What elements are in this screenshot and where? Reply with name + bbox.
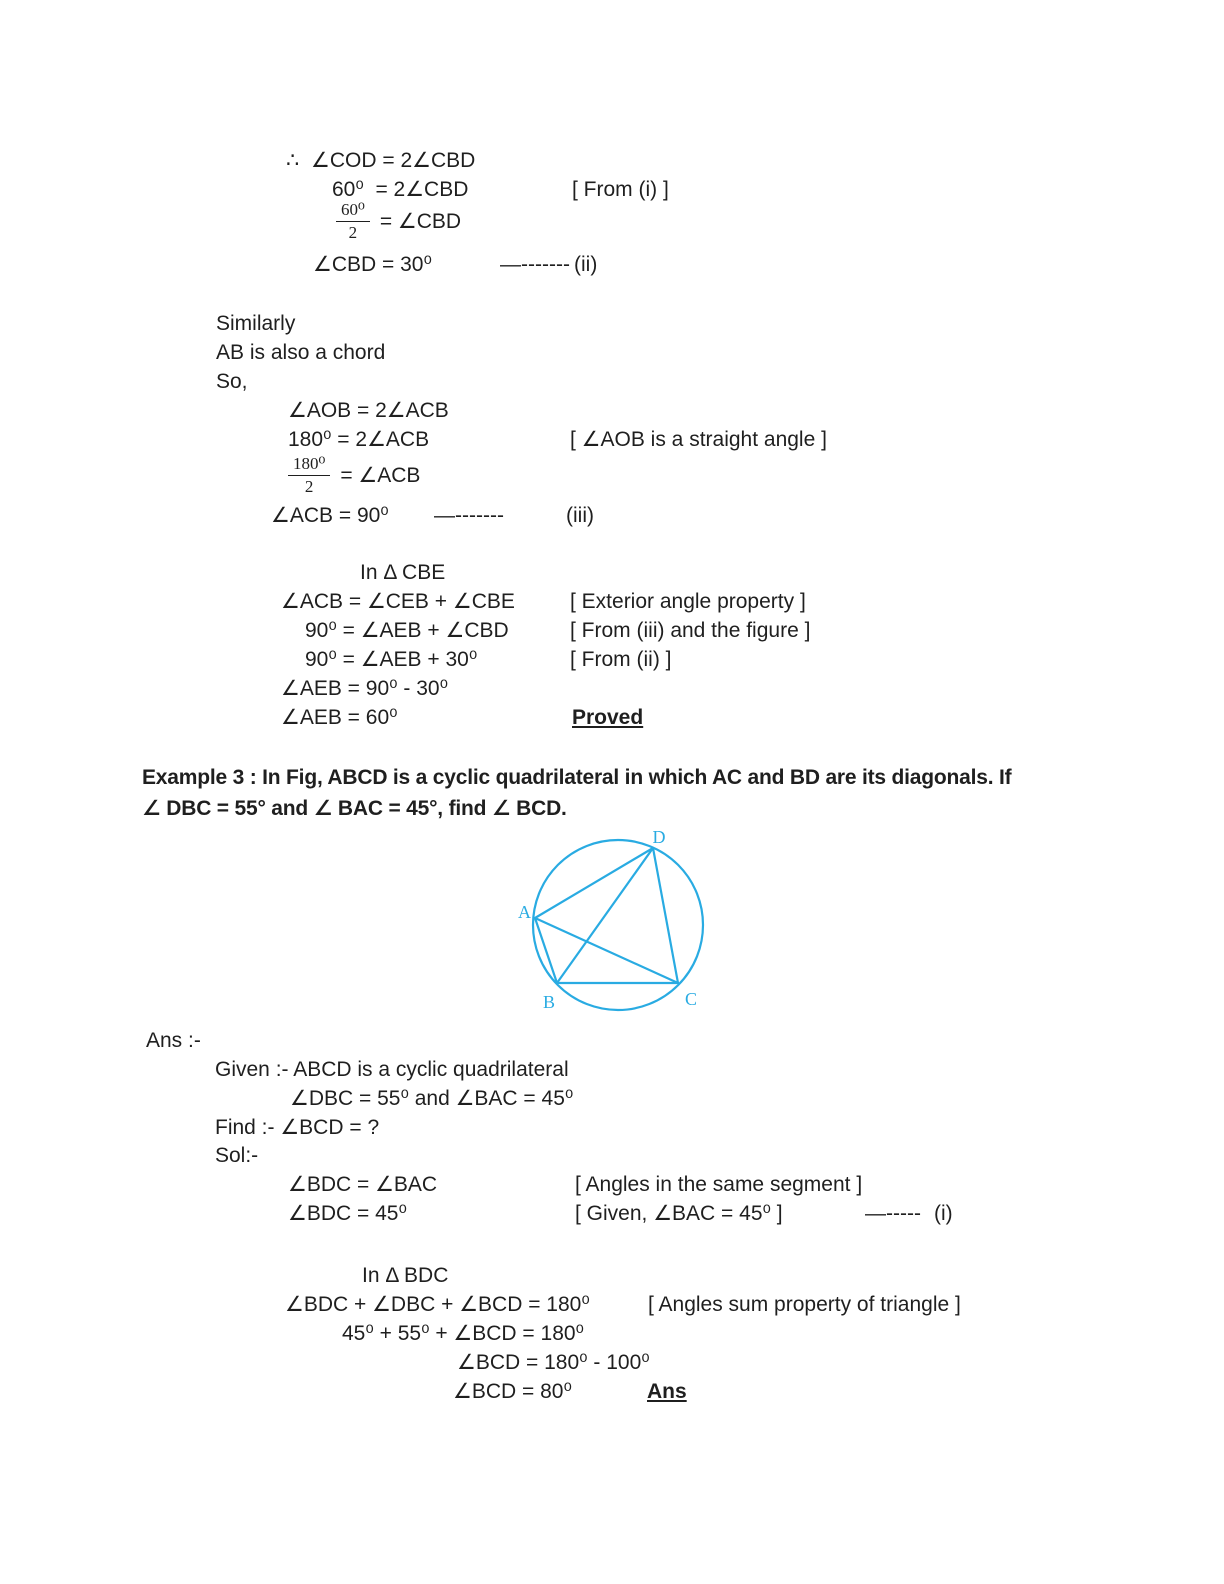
figure-svg — [485, 815, 755, 1025]
cod-fraction-line — [336, 200, 461, 243]
sol-line6: ∠BCD = 80⁰ — [453, 1380, 572, 1403]
aob-fraction — [288, 454, 330, 497]
aob-line4-dashes: —------- — [434, 504, 504, 527]
fraction-denominator: 2 — [348, 223, 358, 242]
diagonal-bd — [557, 848, 653, 983]
aob-line4: ∠ACB = 90⁰ — [271, 504, 389, 527]
cod-line4-dashes: —------- — [500, 253, 570, 276]
cod-fraction-result: = ∠CBD — [379, 210, 462, 233]
bdc-heading: In Δ BDC — [362, 1264, 449, 1287]
similarly-text: Similarly — [216, 312, 296, 335]
cbe-line1-comment: [ Exterior angle property ] — [570, 590, 806, 613]
cod-line2: 60⁰ = 2∠CBD — [332, 178, 469, 201]
chord-text: AB is also a chord — [216, 341, 386, 364]
example3-heading-line1: Example 3 : In Fig, ABCD is a cyclic quadrilateral in which AC and BD are its diagonals. If — [142, 766, 1012, 789]
quadrilateral-abcd — [535, 848, 678, 983]
sol-line2-comment: [ Given, ∠BAC = 45⁰ ] — [575, 1202, 783, 1225]
aob-line1: ∠AOB = 2∠ACB — [288, 399, 449, 422]
cbe-heading: In Δ CBE — [360, 561, 446, 584]
vertex-label-a: A — [518, 902, 531, 922]
circle — [533, 840, 703, 1010]
sol-line2: ∠BDC = 45⁰ — [288, 1202, 407, 1225]
vertex-label-c: C — [684, 989, 698, 1009]
vertex-label-b: B — [542, 992, 556, 1012]
sol-line1: ∠BDC = ∠BAC — [288, 1173, 438, 1196]
sol-label: Sol:- — [215, 1144, 259, 1167]
cod-fraction — [336, 200, 370, 243]
cyclic-quadrilateral-figure — [485, 815, 755, 1030]
sol-line3-comment: [ Angles sum property of triangle ] — [648, 1293, 961, 1316]
cbe-line1: ∠ACB = ∠CEB + ∠CBE — [281, 590, 515, 613]
proved-label: Proved — [572, 706, 644, 729]
fraction-denominator: 2 — [304, 477, 314, 496]
given-angles-line: ∠DBC = 55⁰ and ∠BAC = 45⁰ — [290, 1087, 574, 1110]
example3-heading-line2: ∠ DBC = 55° and ∠ BAC = 45°, find ∠ BCD. — [142, 797, 567, 820]
aob-fraction-line — [288, 454, 420, 497]
fraction-numerator: 180⁰ — [288, 454, 330, 476]
so-text: So, — [216, 370, 248, 393]
cbe-line4: ∠AEB = 90⁰ - 30⁰ — [281, 677, 448, 700]
cod-line4-ref: (ii) — [574, 253, 598, 276]
cod-line4: ∠CBD = 30⁰ — [313, 253, 432, 276]
sol-line2-ref: (i) — [934, 1202, 953, 1225]
aob-line2-comment: [ ∠AOB is a straight angle ] — [570, 428, 827, 451]
cod-line1: ∴ ∠COD = 2∠CBD — [286, 149, 476, 172]
cbe-line3: 90⁰ = ∠AEB + 30⁰ — [305, 648, 478, 671]
vertex-label-d: D — [652, 827, 666, 847]
fraction-numerator: 60⁰ — [336, 200, 370, 222]
aob-fraction-result: = ∠ACB — [340, 464, 421, 487]
sol-line5: ∠BCD = 180⁰ - 100⁰ — [457, 1351, 650, 1374]
aob-line4-ref: (iii) — [566, 504, 594, 527]
cbe-line3-comment: [ From (ii) ] — [570, 648, 672, 671]
cbe-line2-comment: [ From (iii) and the figure ] — [570, 619, 811, 642]
sol-line2-dashes: —----- — [865, 1202, 921, 1225]
aob-line2: 180⁰ = 2∠ACB — [288, 428, 430, 451]
final-ans-label: Ans — [647, 1380, 687, 1403]
sol-line1-comment: [ Angles in the same segment ] — [575, 1173, 863, 1196]
diagonal-ac — [535, 918, 678, 983]
cbe-line2: 90⁰ = ∠AEB + ∠CBD — [305, 619, 509, 642]
sol-line3: ∠BDC + ∠DBC + ∠BCD = 180⁰ — [285, 1293, 590, 1316]
sol-line4: 45⁰ + 55⁰ + ∠BCD = 180⁰ — [342, 1322, 584, 1345]
given-line: Given :- ABCD is a cyclic quadrilateral — [215, 1058, 569, 1081]
cod-line2-comment: [ From (i) ] — [572, 178, 669, 201]
find-line: Find :- ∠BCD = ? — [215, 1116, 380, 1139]
cbe-line5: ∠AEB = 60⁰ — [281, 706, 398, 729]
ans-label: Ans :- — [146, 1029, 201, 1052]
